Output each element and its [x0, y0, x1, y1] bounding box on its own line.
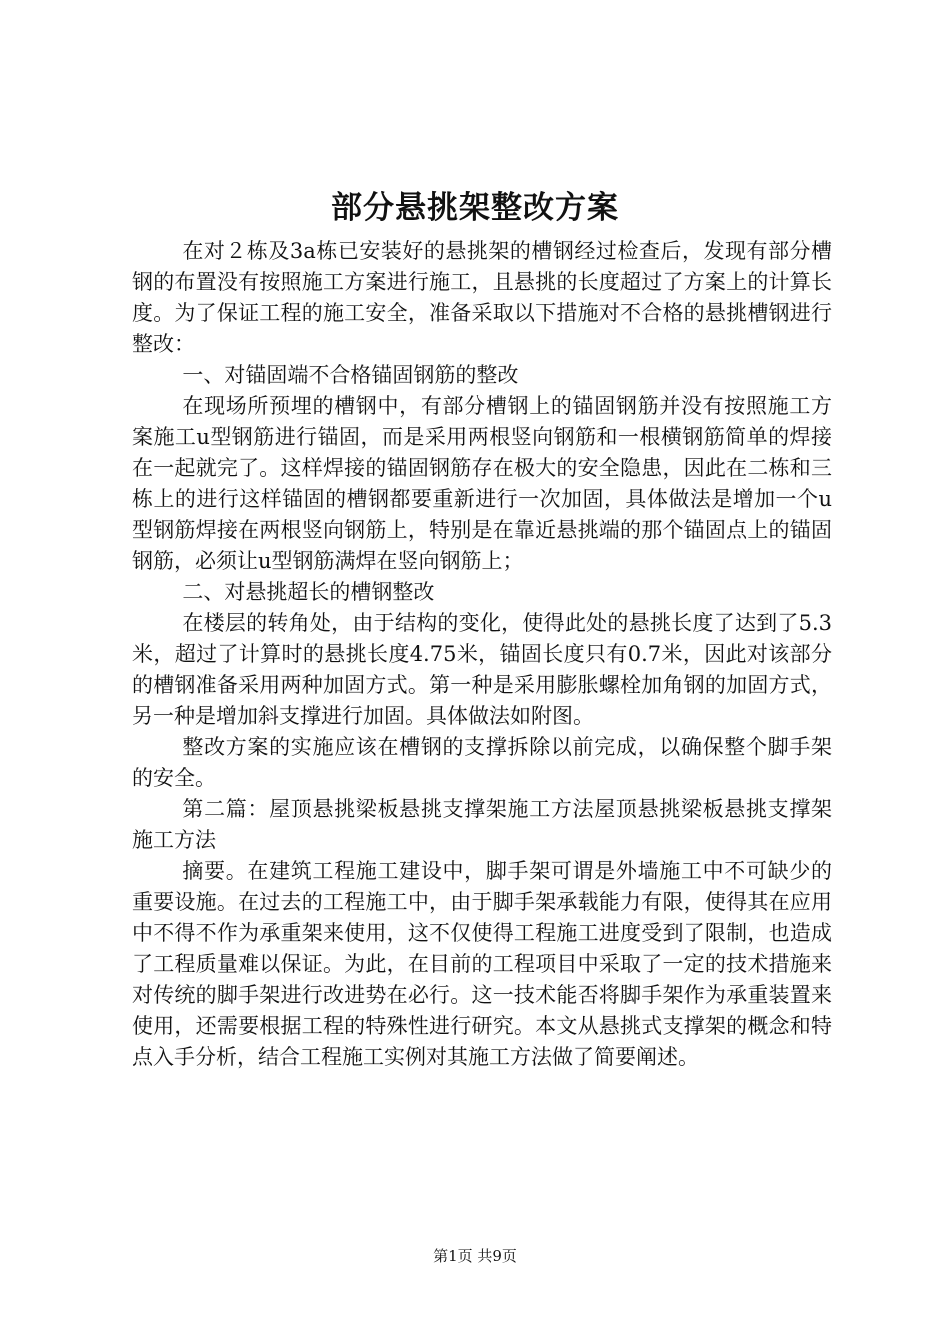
paragraph-abstract: 摘要。在建筑工程施工建设中，脚手架可谓是外墙施工中不可缺少的重要设施。在过去的工程施工中，由于脚手架承载能力有限，使得其在应用中不得不作为承重架来使用，这不仅使得工程施工进度受到了限制，也造成了工程质量难以保证。为此，在目前的工程项目中采取了一定的技术措施来对传统的脚手架进行改进势在必行。这一技术能否将脚手架作为承重装置来使用，还需要根据工程的特殊性进行研究。本文从悬挑式支撑架的概念和特点入手分析，结合工程施工实例对其施工方法做了简要阐述。 — [132, 859, 832, 1069]
paragraph-intro: 在对２栋及3a栋已安装好的悬挑架的槽钢经过检查后，发现有部分槽钢的布置没有按照施工方案进行施工，且悬挑的长度超过了方案上的计算长度。为了保证工程的施工安全，准备采取以下措施对不合格的悬挑槽钢进行整改： — [132, 239, 832, 356]
document-title: 部分悬挑架整改方案 — [331, 190, 619, 226]
page-number-footer: 第1页 共9页 — [433, 1247, 517, 1265]
document-body — [132, 236, 832, 1073]
paragraph-overlength-channel: 在楼层的转角处，由于结构的变化，使得此处的悬挑长度了达到了5.3米，超过了计算时的悬挑长度4.75米，锚固长度只有0.7米，因此对该部分的槽钢准备采用两种加固方式。第一种是采用膨胀螺栓加角钢的加固方式，另一种是增加斜支撑进行加固。具体做法如附图。 — [132, 611, 832, 728]
paragraph-implementation-timing: 整改方案的实施应该在槽钢的支撑拆除以前完成，以确保整个脚手架的安全。 — [132, 735, 832, 790]
section-heading-anchor-rebar: 一、对锚固端不合格锚固钢筋的整改 — [182, 363, 519, 387]
section-heading-part-two: 第二篇：屋顶悬挑梁板悬挑支撑架施工方法屋顶悬挑梁板悬挑支撑架施工方法 — [132, 797, 832, 852]
section-heading-overlength-channel: 二、对悬挑超长的槽钢整改 — [182, 580, 435, 604]
paragraph-anchor-rebar: 在现场所预埋的槽钢中，有部分槽钢上的锚固钢筋并没有按照施工方案施工u型钢筋进行锚固，而是采用两根竖向钢筋和一根横钢筋简单的焊接在一起就完了。这样焊接的锚固钢筋存在极大的安全隐患，因此在二栋和三栋上的进行这样锚固的槽钢都要重新进行一次加固，具体做法是增加一个u型钢筋焊接在两根竖向钢筋上，特别是在靠近悬挑端的那个锚固点上的锚固钢筋，必须让u型钢筋满焊在竖向钢筋上； — [132, 394, 832, 573]
